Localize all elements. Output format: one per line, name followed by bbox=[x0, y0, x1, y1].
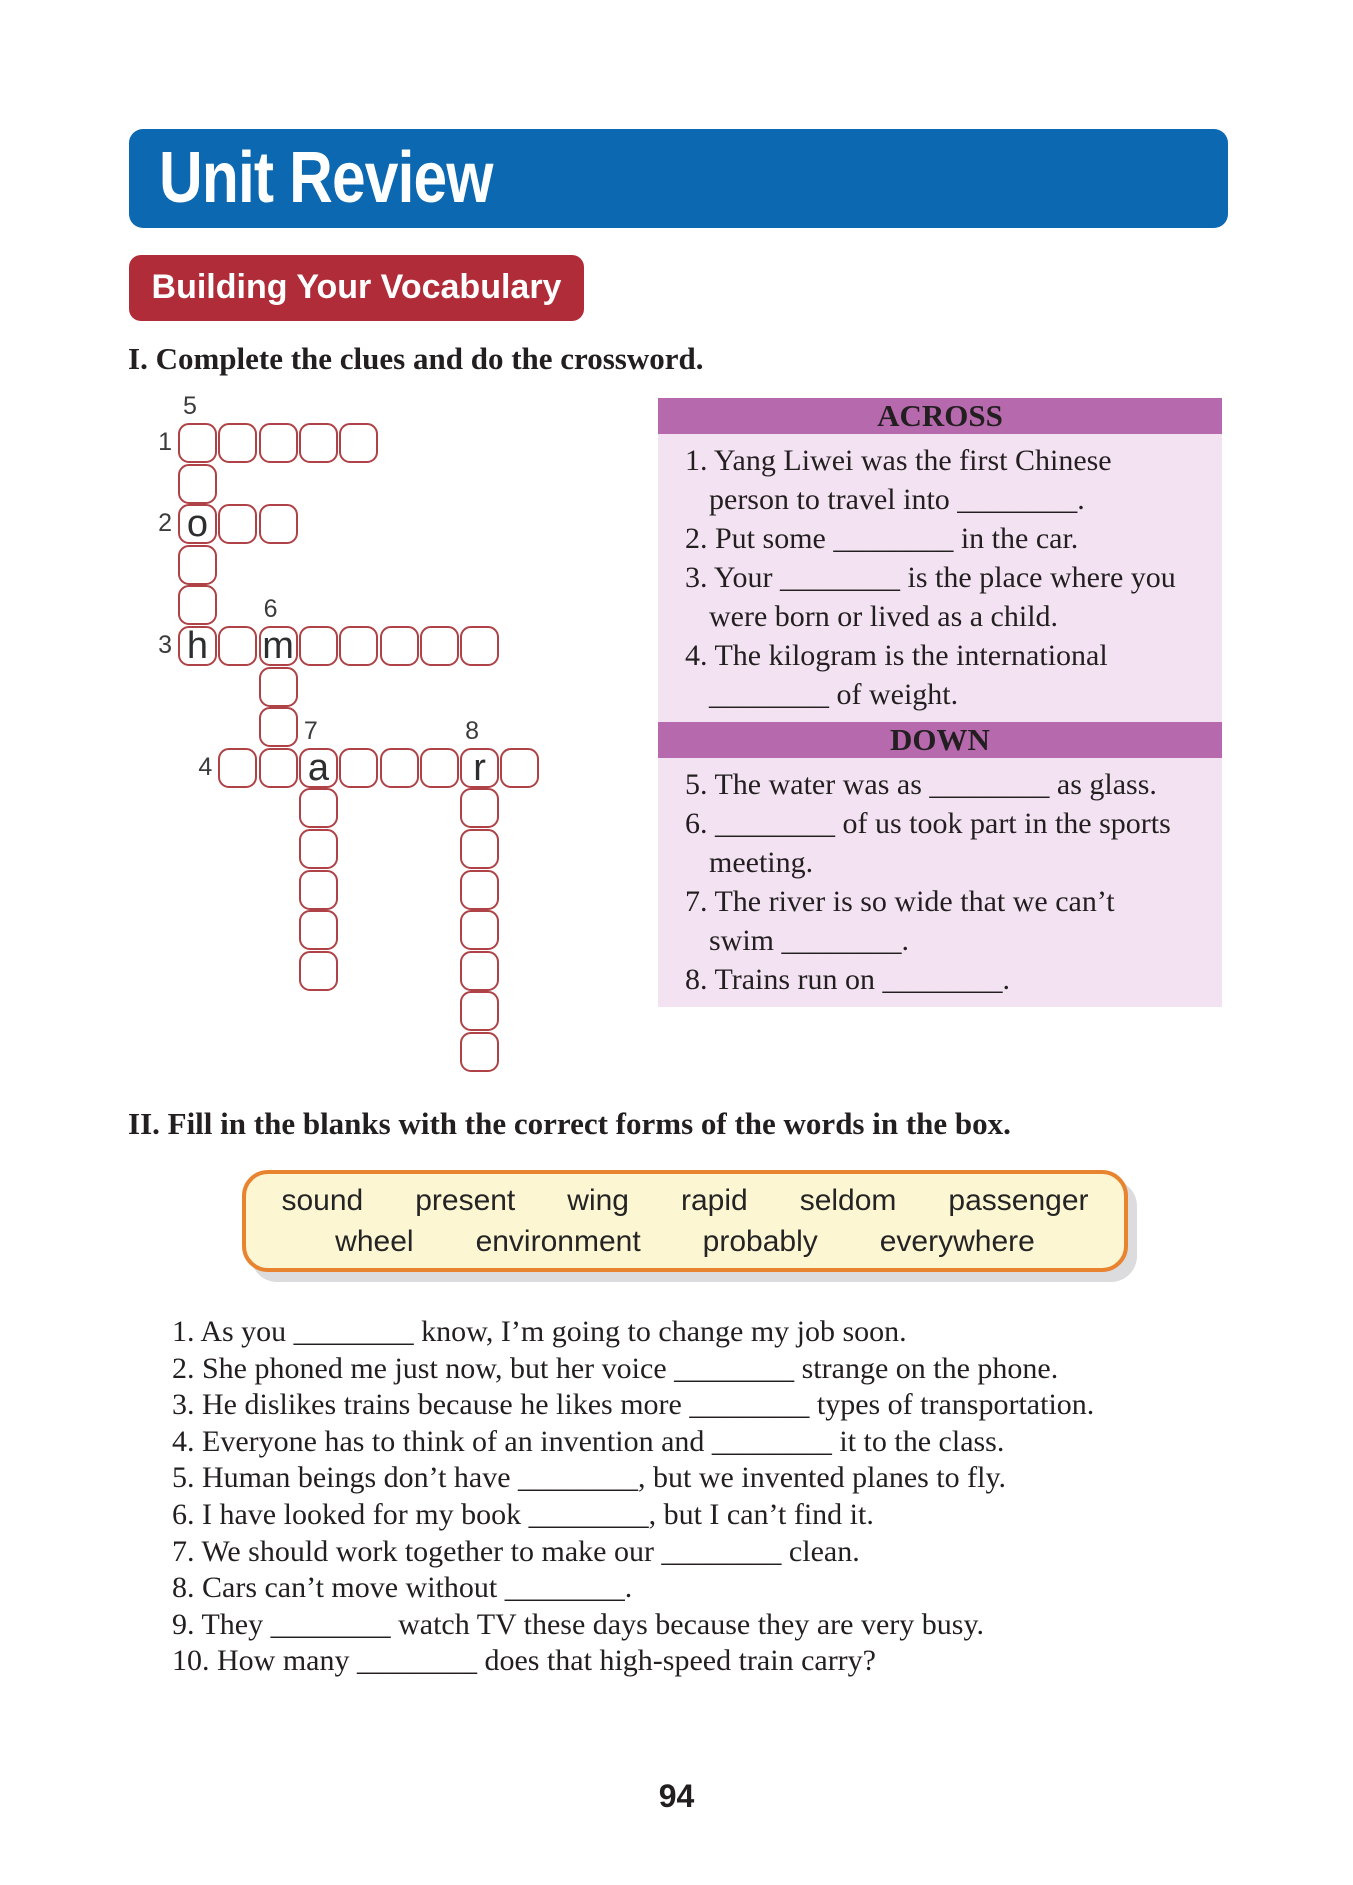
crossword-cell[interactable] bbox=[420, 626, 459, 666]
clue bbox=[685, 804, 1210, 882]
crossword-cell[interactable] bbox=[299, 748, 338, 788]
fill-in-sentence: 6. I have looked for my book ________, but I can’t find it. bbox=[172, 1497, 874, 1531]
clue-line: 3. Your ________ is the place where you bbox=[685, 561, 1176, 594]
crossword-number-label: 5 bbox=[183, 392, 197, 420]
clue-number: 3. bbox=[685, 561, 714, 594]
clue-line: were born or lived as a child. bbox=[709, 600, 1059, 633]
down-clue-list bbox=[658, 758, 1222, 1007]
clue bbox=[685, 519, 1210, 558]
crossword-cell[interactable] bbox=[460, 748, 499, 788]
crossword-cell[interactable] bbox=[460, 829, 499, 869]
section1-title: I. Complete the clues and do the crossword. bbox=[128, 341, 704, 376]
clue-line: 8. Trains run on ________. bbox=[685, 963, 1011, 996]
fill-in-sentence: 3. He dislikes trains because he likes more ________ types of transportation. bbox=[172, 1388, 1095, 1422]
crossword-cell[interactable] bbox=[299, 870, 338, 910]
word-bank-word: everywhere bbox=[879, 1224, 1035, 1258]
clue-line: 7. The river is so wide that we can’t bbox=[685, 885, 1115, 918]
crossword-cell[interactable] bbox=[380, 748, 419, 788]
clue-number: 6. bbox=[685, 807, 715, 840]
down-header: DOWN bbox=[658, 722, 1222, 758]
clue-number: 7. bbox=[685, 885, 715, 918]
fill-in-sentence: 2. She phoned me just now, but her voice ________ strange on the phone. bbox=[172, 1351, 1059, 1385]
word-bank-word: wheel bbox=[335, 1224, 414, 1258]
clue-line: person to travel into ________. bbox=[709, 483, 1085, 516]
crossword-number-label: 6 bbox=[263, 595, 278, 623]
fill-in-sentence: 8. Cars can’t move without ________. bbox=[172, 1571, 633, 1605]
crossword-number-label: 4 bbox=[198, 752, 213, 781]
clue bbox=[685, 558, 1210, 636]
fill-in-sentence: 10. How many ________ does that high-speed train carry? bbox=[172, 1644, 876, 1678]
building-vocabulary-badge: Building Your Vocabulary bbox=[129, 255, 584, 321]
crossword-number-label: 2 bbox=[158, 509, 172, 538]
crossword-cell[interactable] bbox=[218, 748, 257, 788]
word-bank-box bbox=[242, 1170, 1128, 1272]
crossword-cell[interactable] bbox=[259, 504, 298, 544]
crossword-letter: m bbox=[262, 625, 294, 667]
crossword-cell[interactable] bbox=[380, 626, 419, 666]
clue bbox=[685, 441, 1210, 519]
word-bank-word: present bbox=[415, 1183, 516, 1217]
clue bbox=[685, 960, 1210, 999]
word-bank-word: passenger bbox=[948, 1183, 1089, 1217]
across-clue-list bbox=[658, 434, 1222, 722]
fill-in-sentence: 5. Human beings don’t have ________, but we invented planes to fly. bbox=[172, 1461, 1007, 1495]
crossword-number-label: 1 bbox=[158, 428, 172, 456]
clue-number: 2. bbox=[685, 522, 715, 555]
word-bank-row bbox=[246, 1225, 1124, 1259]
page-number: 94 bbox=[658, 1778, 695, 1814]
clue-number: 8. bbox=[685, 963, 715, 996]
crossword-number-label: 7 bbox=[303, 716, 318, 745]
crossword-cell[interactable] bbox=[460, 1032, 499, 1072]
crossword-cell[interactable] bbox=[299, 910, 338, 950]
crossword-letter: h bbox=[186, 625, 209, 667]
crossword-cell[interactable] bbox=[339, 423, 378, 463]
crossword-cell[interactable] bbox=[259, 423, 298, 463]
crossword-number-label: 3 bbox=[158, 631, 172, 659]
word-bank-row bbox=[246, 1184, 1124, 1218]
clue-line: 1. Yang Liwei was the first Chinese bbox=[685, 444, 1112, 477]
word-bank-word: seldom bbox=[799, 1183, 897, 1217]
crossword-cell[interactable] bbox=[178, 504, 217, 544]
clue-line: 4. The kilogram is the international bbox=[685, 639, 1108, 672]
crossword-cell[interactable] bbox=[460, 951, 499, 991]
fill-in-sentence: 4. Everyone has to think of an invention and ________ it to the class. bbox=[172, 1424, 1005, 1458]
clue-line: meeting. bbox=[709, 846, 814, 879]
word-bank-word: sound bbox=[281, 1183, 364, 1217]
clue-line: 5. The water was as ________ as glass. bbox=[685, 768, 1157, 801]
clue-line: ________ of weight. bbox=[709, 678, 959, 711]
clue bbox=[685, 636, 1210, 714]
crossword-cell[interactable] bbox=[299, 951, 338, 991]
clue-line: swim ________. bbox=[709, 924, 910, 957]
word-bank-word: probably bbox=[702, 1224, 818, 1258]
crossword-cell[interactable] bbox=[339, 626, 378, 666]
word-bank-word: environment bbox=[475, 1224, 641, 1258]
clue-number: 4. bbox=[685, 639, 715, 672]
crossword-cell[interactable] bbox=[299, 423, 338, 463]
across-header: ACROSS bbox=[658, 398, 1222, 434]
crossword-cell[interactable] bbox=[299, 788, 338, 828]
crossword-cell[interactable] bbox=[259, 748, 298, 788]
crossword-cell[interactable] bbox=[299, 626, 338, 666]
clue-line: 2. Put some ________ in the car. bbox=[685, 522, 1079, 555]
crossword-cell[interactable] bbox=[218, 626, 257, 666]
crossword-cell[interactable] bbox=[259, 667, 298, 707]
word-bank-word: wing bbox=[567, 1183, 629, 1217]
crossword-cell[interactable] bbox=[420, 748, 459, 788]
crossword-cell[interactable] bbox=[178, 423, 217, 463]
crossword-cell[interactable] bbox=[259, 626, 298, 666]
fill-in-sentence: 1. As you ________ know, I’m going to change my job soon. bbox=[172, 1315, 907, 1348]
unit-review-banner bbox=[129, 129, 1228, 228]
crossword-cell[interactable] bbox=[339, 748, 378, 788]
crossword-cell[interactable] bbox=[178, 545, 217, 585]
clue-line: 6. ________ of us took part in the sports bbox=[685, 807, 1171, 840]
clue-number: 1. bbox=[685, 444, 714, 477]
section2-title: II. Fill in the blanks with the correct forms of the words in the box. bbox=[128, 1106, 1011, 1141]
clue bbox=[685, 765, 1210, 804]
crossword-cell[interactable] bbox=[460, 991, 499, 1031]
crossword-letter: r bbox=[473, 746, 486, 789]
crossword-cell[interactable] bbox=[460, 910, 499, 950]
fill-in-sentences bbox=[172, 1314, 1342, 1680]
crossword-cell[interactable] bbox=[218, 504, 257, 544]
crossword-letter: a bbox=[307, 746, 329, 789]
crossword-cell[interactable] bbox=[178, 585, 217, 625]
crossword-cell[interactable] bbox=[299, 829, 338, 869]
clue-panel bbox=[658, 398, 1222, 1007]
crossword-letter: o bbox=[186, 503, 209, 546]
crossword-cell[interactable] bbox=[460, 626, 499, 666]
crossword-cell[interactable] bbox=[500, 748, 539, 788]
crossword-cell[interactable] bbox=[460, 788, 499, 828]
clue bbox=[685, 882, 1210, 960]
banner-title: Unit Review bbox=[159, 138, 493, 218]
word-bank-word: rapid bbox=[680, 1183, 748, 1217]
crossword-cell[interactable] bbox=[259, 707, 298, 747]
crossword-number-label: 8 bbox=[465, 716, 479, 745]
crossword-cell[interactable] bbox=[178, 464, 217, 504]
clue-number: 5. bbox=[685, 768, 715, 801]
crossword-cell[interactable] bbox=[460, 870, 499, 910]
fill-in-sentence: 7. We should work together to make our ________ clean. bbox=[172, 1534, 860, 1568]
crossword-cell[interactable] bbox=[218, 423, 257, 463]
crossword-cell[interactable] bbox=[178, 626, 217, 666]
fill-in-sentence: 9. They ________ watch TV these days because they are very busy. bbox=[172, 1607, 985, 1641]
crossword-grid bbox=[158, 392, 738, 1083]
